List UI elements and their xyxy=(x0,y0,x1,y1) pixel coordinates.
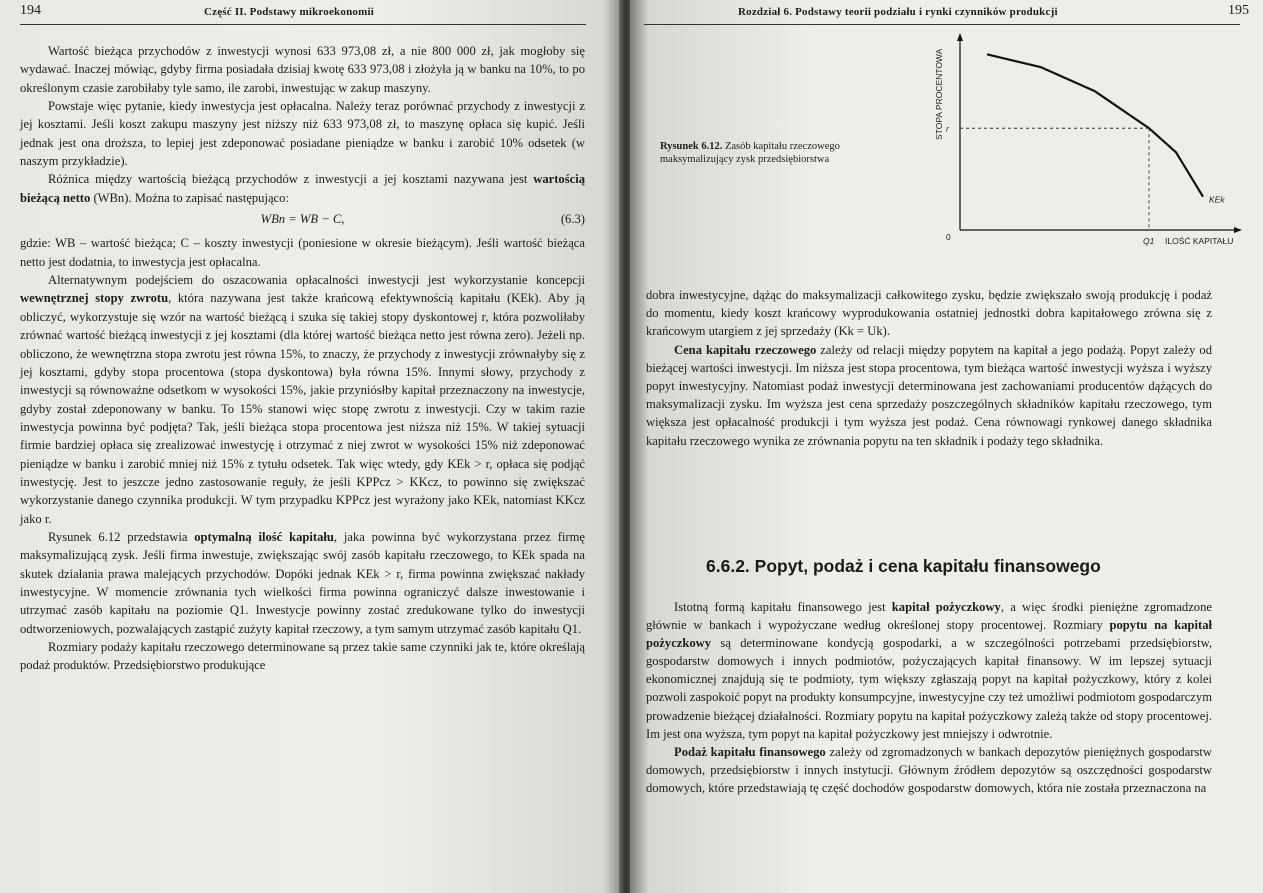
running-head-right: Rozdział 6. Podstawy teorii podziału i rynki czynników produkcji xyxy=(738,6,1058,18)
header-rule-left xyxy=(20,24,586,25)
q1-label: Q1 xyxy=(1143,236,1155,246)
kek-curve xyxy=(987,54,1203,196)
r-label: r xyxy=(946,123,949,134)
caption-label: Rysunek 6.12. xyxy=(660,141,723,152)
paragraph: Cena kapitału rzeczowego zależy od relacji między popytem na kapitał a jego podażą. Popyt zależy od bieżącej wartości inwestycji. Im niższa jest stopa procentowa, tym bieżąca wartość inwestycji wyższa i wyższy popyt inwestycyjny. Natomiast podaż inwestycji determinowana jest zachowaniami producentów dążących do maksymalizacji zysku. Im wyższa jest cena sprzedaży poszczególnych składników kapitału rzeczowego, tym większa jest opłacalność produkcji i tym wyższa jest podaż. Cena równowagi rynkowej danego składnika kapitału rzeczowego wynika ze zrównania popytu na ten składnik i podaży tego składnika. xyxy=(646,342,1212,448)
right-body-text xyxy=(646,286,1212,450)
paragraph: Rozmiary podaży kapitału rzeczowego determinowane są przez takie same czynniki jak te, które określają podaż produktów. Przedsiębiorstwo produkujące xyxy=(20,640,585,673)
x-axis-label: ILOŚĆ KAPITAŁU xyxy=(1165,236,1234,246)
left-body-text xyxy=(20,42,585,675)
x-axis-arrow xyxy=(1234,227,1242,233)
paragraph: Wartość bieżąca przychodów z inwestycji wynosi 633 973,08 zł, a nie 800 000 zł, jak mogłoby się wydawać. Inaczej mówiąc, gdyby firma posiadała dzisiaj kwotę 633 973,08 i złożyła ją w banku na 10%, to po określonym czasie zarobiłaby tyle samo, ile zarobi, inwestując w zakup maszyny. xyxy=(20,44,585,95)
right-body-text-2 xyxy=(646,598,1212,797)
header-rule-right xyxy=(644,24,1240,25)
bold-term: Podaż kapitału finansowego xyxy=(674,744,826,759)
paragraph: Różnica między wartością bieżącą przychodów z inwestycji a jej kosztami nazywana jest wartością bieżącą netto (WBn). Można to zapisać następująco: xyxy=(20,172,585,205)
bold-term: wartością bieżącą netto xyxy=(20,172,585,205)
equation-text: WBn = WB − C, xyxy=(260,212,345,227)
paragraph: Alternatywnym podejściem do oszacowania opłacalności inwestycji jest wykorzystanie koncepcji wewnętrznej stopy zwrotu, która nazywana jest także krańcową efektywnością kapitału (KEk). Aby ją obliczyć, wykorzystuje się wzór na wartość bieżącą i szuka się takiej stopy dyskontowej r, która pozwoliłaby zrównać wartość bieżącą inwestycji z jej kosztami (dla której wartość bieżąca netto jest równa zero). Jeżeli np. obliczono, że wewnętrzna stopa zwrotu jest równa 15%, to znaczy, że przychody z inwestycji zrównałyby się z jej kosztami, gdyby stopa procentowa (stopa dyskontowa) była równa 15%. Innymi słowy, przychody z inwestycji są równoważne odsetkom w wysokości 15%, jakie przyniósłby kapitał przeznaczony na inwestycje, gdyby został zdeponowany w banku. To 15% stanowi więc stopę zwrotu z inwestycji. Czy w takim razie inwestycja powinna być podjęta? Tak, jeśli bieżąca stopa procentowa jest niższa niż 15%. W takiej sytuacji firmie bardziej opłaca się zrealizować inwestycję i otrzymać z niej zwrot w wysokości 15% niż zdeponować pieniądze w banku i zarobić mniej niż 15% z tytułu odsetek. Tak więc wtedy, gdy KEk > r, opłaca się podjąć inwestycję. Jest to jeszcze jedno zastosowanie reguły, że jeśli KPPcz > KKcz, to powinno się zwiększać wykorzystanie danego czynnika produkcji. W tym przypadku KPPcz jest wyrażony jako KEk, natomiast KKcz jako r. xyxy=(20,273,585,526)
equation-number: (6.3) xyxy=(560,212,585,227)
caption-text: Zasób kapitału rzeczowego maksymalizujący zysk przedsiębiorstwa xyxy=(660,141,840,165)
equation-6-3 xyxy=(20,210,585,228)
bold-term: kapitał pożyczkowy xyxy=(891,600,1001,614)
origin-label: 0 xyxy=(946,232,951,242)
bold-term: optymalną ilość kapitału xyxy=(194,529,334,544)
paragraph: Podaż kapitału finansowego zależy od zgromadzonych w bankach depozytów pieniężnych gospodarstw domowych, przedsiębiorstw i innych instytucji. Głównym źródłem depozytów są oszczędności gospodarstw domowych, które przedstawiają tę część dochodów gospodarstw domowych, która nie została przeznaczona na xyxy=(646,744,1212,795)
section-heading: 6.6.2. Popyt, podaż i cena kapitału finansowego xyxy=(706,556,1101,576)
figure-caption xyxy=(660,140,900,166)
running-head-left: Część II. Podstawy mikroekonomii xyxy=(204,6,374,18)
paragraph: Powstaje więc pytanie, kiedy inwestycja jest opłacalna. Należy teraz porównać przychody z inwestycji z jej kosztami. Jeśli koszt zakupu maszyny jest niższy niż 633 973,08 zł, to maszynę opłaca się kupić. Jeśli jednak jest ona droższa, to lepiej jest zdeponować posiadane pieniądze w banku i zarobić 10% odsetek (w naszym przykładzie). xyxy=(20,99,585,169)
paragraph: Istotną formą kapitału finansowego jest kapitał pożyczkowy, a więc środki pieniężne zgromadzone głównie w bankach i wypożyczane według określonej stopy procentowej. Rozmiary popytu na kapitał pożyczkowy są determinowane kondycją gospodarki, a w szczególności potrzebami przedsiębiorstw, gospodarstw domowych i innych podmiotów, pożyczających kapitał finansowy. W im lepszej sytuacji ekonomicznej znajdują się te podmioty, tym większy zgłaszają popyt na kapitał pożyczkowy, który z kolei pozwoli zaspokoić popyt na produkty konsumpcyjne, inwestycyjne czy też umożliwi podmiotom gospodarczym prowadzenie bieżącej działalności. Rozmiary popytu na kapitał pożyczkowy zależą także od stopy procentowej. Im jest ona wyższa, tym popyt na kapitał pożyczkowy jest mniejszy i odwrotnie. xyxy=(646,600,1212,741)
y-axis-arrow xyxy=(957,33,963,41)
curve-label: KEk xyxy=(1209,194,1225,205)
page-number-right: 195 xyxy=(1228,3,1249,18)
y-axis-label: STOPA PROCENTOWA xyxy=(934,48,944,140)
paragraph: dobra inwestycyjne, dążąc do maksymalizacji całkowitego zysku, będzie zwiększało swoją produkcję i podaż do momentu, kiedy koszt krańcowy wyprodukowania ostatniej jednostki dobra kapitałowego zrówna się z krańcowym utargiem z jej sprzedaży (Kk = Uk). xyxy=(646,288,1212,339)
page-number-left: 194 xyxy=(20,3,41,18)
right-page xyxy=(630,0,1263,893)
bold-term: popytu na kapitał pożyczkowy xyxy=(646,618,1212,651)
capital-chart xyxy=(910,30,1250,255)
bold-term: wewnętrznej stopy zwrotu xyxy=(20,291,169,306)
paragraph: Rysunek 6.12 przedstawia optymalną ilość kapitału, jaka powinna być wykorzystana przez firmę maksymalizującą zysk. Jeśli firma inwestuje, zwiększając swój zasób kapitału rzeczowego, to KEk spada na skutek działania prawa malejących przychodów. Dopóki jednak KEk > r, firma powinna zwiększać nakłady inwestycyjne. W momencie zrównania tych wielkości firma powinna ograniczyć dalsze inwestowanie i utrzymać zasób kapitału na poziomie Q1. Inwestycje powinny zostać zredukowane tylko do inwestycji odtworzeniowych, pozwalających zastąpić zużyty kapitał rzeczowy, a tym samym utrzymać zasób kapitału Q1. xyxy=(20,529,586,636)
left-page xyxy=(0,0,622,893)
bold-term: Cena kapitału rzeczowego xyxy=(674,342,817,357)
paragraph: gdzie: WB – wartość bieżąca; C – koszty inwestycji (poniesione w okresie bieżącym). Jeśli wartość bieżąca netto jest dodatnia, to inwestycja jest opłacalna. xyxy=(20,236,585,269)
